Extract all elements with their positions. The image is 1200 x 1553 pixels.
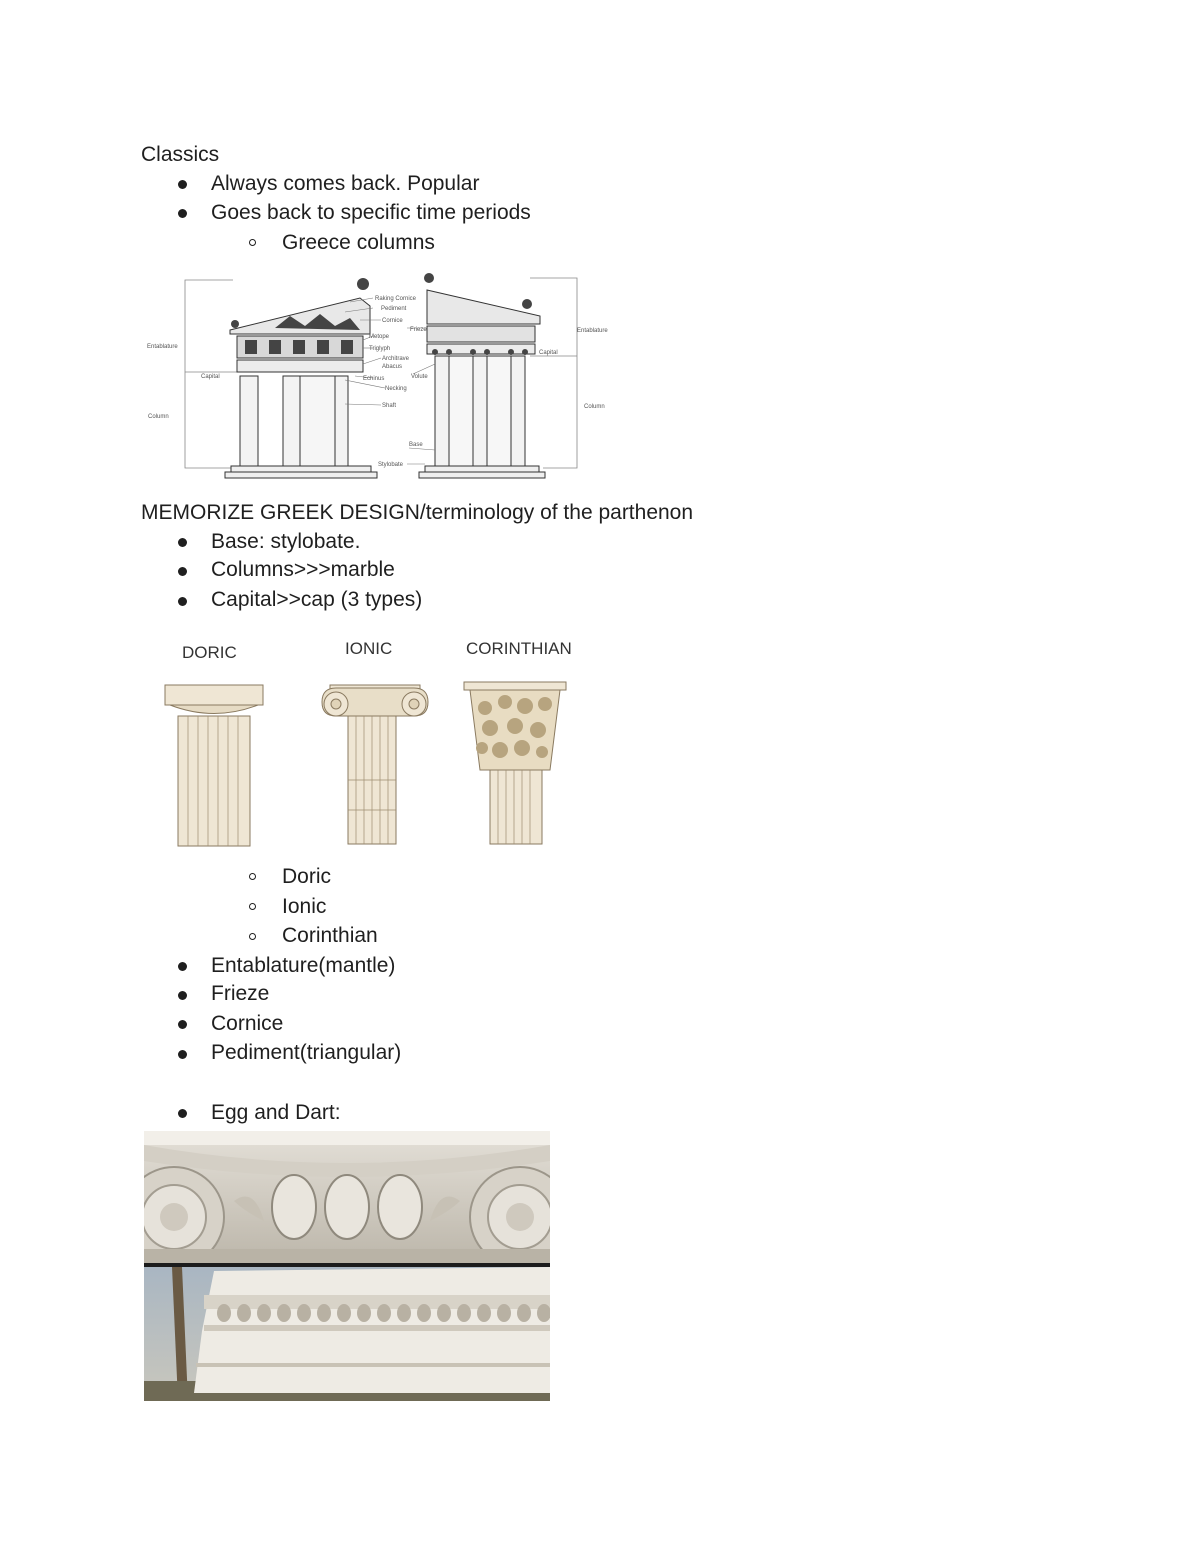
- list-item: Frieze: [211, 982, 270, 1005]
- list-item: Greece columns: [282, 231, 435, 254]
- label-abacus: Abacus: [382, 364, 403, 370]
- list-item: Capital>>cap (3 types): [211, 588, 423, 611]
- label-raking-cornice: Raking Cornice: [375, 296, 417, 302]
- heading-classics: Classics: [141, 143, 220, 166]
- label-ionic: IONIC: [345, 639, 393, 658]
- label-pediment: Pediment: [381, 306, 407, 312]
- sub-bullet-circle: [249, 933, 256, 940]
- list-item: Ionic: [282, 895, 327, 918]
- label-metope: Metope: [369, 334, 390, 340]
- bullet-dot: [178, 1050, 187, 1059]
- temple-diagram: [145, 268, 615, 486]
- bullet-dot: [178, 209, 187, 218]
- list-item: Base: stylobate.: [211, 530, 361, 553]
- label-entablature-right: Entablature: [577, 328, 608, 334]
- list-item: Corinthian: [282, 924, 378, 947]
- list-item: Always comes back. Popular: [211, 172, 480, 195]
- sub-bullet-circle: [249, 239, 256, 246]
- list-item: Cornice: [211, 1012, 284, 1035]
- label-stylobate: Stylobate: [378, 462, 404, 468]
- bullet-dot: [178, 1109, 187, 1118]
- bullet-dot: [178, 538, 187, 547]
- list-item: Goes back to specific time periods: [211, 201, 531, 224]
- label-frieze: Frieze: [410, 327, 427, 333]
- list-item: Doric: [282, 865, 332, 888]
- list-item: Columns>>>marble: [211, 558, 395, 581]
- label-necking: Necking: [385, 386, 407, 392]
- label-echinus: Echinus: [363, 376, 385, 382]
- column-orders-image: [160, 630, 575, 852]
- sub-bullet-circle: [249, 873, 256, 880]
- list-item: Pediment(triangular): [211, 1041, 402, 1064]
- egg-and-dart-photo: [144, 1131, 550, 1401]
- memorize-heading: MEMORIZE GREEK DESIGN/terminology of the parthenon: [141, 501, 694, 524]
- bullet-dot: [178, 597, 187, 606]
- label-entablature-left: Entablature: [147, 344, 178, 350]
- label-capital-right: Capital: [539, 350, 558, 356]
- label-cornice: Cornice: [382, 318, 403, 324]
- label-column-right: Column: [584, 404, 605, 410]
- bullet-dot: [178, 991, 187, 1000]
- label-doric: DORIC: [182, 643, 237, 662]
- label-column-left: Column: [148, 414, 169, 420]
- label-volute: Volute: [411, 374, 428, 380]
- label-shaft: Shaft: [382, 403, 397, 409]
- label-corinthian: CORINTHIAN: [466, 639, 572, 658]
- bullet-dot: [178, 1020, 187, 1029]
- bullet-dot: [178, 567, 187, 576]
- bullet-dot: [178, 180, 187, 189]
- bullet-dot: [178, 962, 187, 971]
- label-capital-left: Capital: [201, 374, 220, 380]
- label-architrave: Architrave: [382, 356, 410, 362]
- sub-bullet-circle: [249, 903, 256, 910]
- label-base: Base: [409, 442, 423, 448]
- list-item: Entablature(mantle): [211, 954, 396, 977]
- list-item: Egg and Dart:: [211, 1101, 341, 1124]
- label-triglyph: Triglyph: [369, 346, 391, 352]
